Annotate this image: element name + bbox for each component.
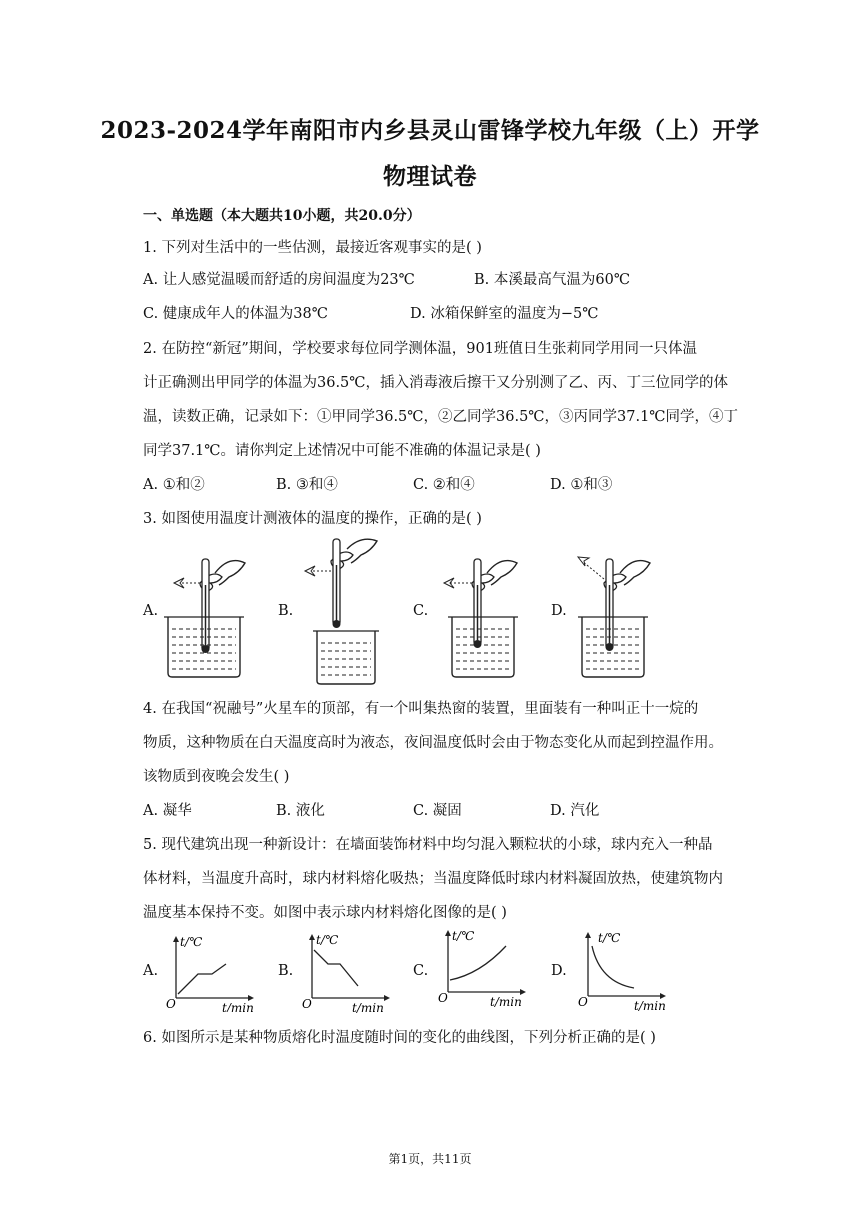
- q2-option-b: B. ③和④: [276, 477, 338, 493]
- q2-line-4: 同学37.1℃。请你判定上述情况中可能不准确的体温记录是( ): [143, 443, 541, 459]
- graph-c-origin: O: [438, 991, 448, 1005]
- exam-title-line2: 物理试卷: [383, 163, 477, 190]
- graph-a-curve: [178, 964, 226, 994]
- graph-d: [572, 926, 672, 1012]
- q3-label-b: B.: [278, 603, 294, 619]
- beaker-figure-a: [160, 545, 260, 680]
- graph-d-xlabel: t/min: [634, 999, 666, 1012]
- q5-line-3: 温度基本保持不变。如图中表示球内材料熔化图像的是( ): [143, 905, 507, 921]
- q6-stem: 6. 如图所示是某种物质熔化时温度随时间的变化的曲线图，下列分析正确的是( ): [143, 1030, 656, 1046]
- q2-line-2: 计正确测出甲同学的体温为36.5℃，插入消毒液后擦干又分别测了乙、丙、丁三位同学的体: [143, 375, 729, 391]
- q1-option-a: A. 让人感觉温暖而舒适的房间温度为23℃: [143, 272, 415, 288]
- q2-option-d: D. ①和③: [550, 477, 613, 493]
- q3-stem: 3. 如图使用温度计测液体的温度的操作，正确的是( ): [143, 511, 482, 527]
- q5-label-b: B.: [278, 963, 294, 979]
- graph-c-ylabel: t/℃: [452, 929, 475, 943]
- graph-d-origin: O: [578, 995, 588, 1009]
- graph-a-ylabel: t/℃: [180, 935, 203, 949]
- q5-line-2: 体材料，当温度升高时，球内材料熔化吸热；当温度降低时球内材料凝固放热，使建筑物内: [143, 871, 723, 887]
- q3-label-d: D.: [551, 603, 567, 619]
- q5-label-c: C.: [413, 963, 429, 979]
- q3-label-c: C.: [413, 603, 429, 619]
- q2-line-3: 温，读数正确，记录如下：①甲同学36.5℃，②乙同学36.5℃，③丙同学37.1℃同学，④丁: [143, 409, 739, 425]
- beaker-figure-d: [568, 545, 668, 680]
- beaker-figure-c: [432, 545, 532, 680]
- graph-c-xlabel: t/min: [490, 995, 522, 1009]
- q5-label-a: A.: [143, 963, 159, 979]
- q2-option-c: C. ②和④: [413, 477, 475, 493]
- q4-option-b: B. 液化: [276, 803, 325, 819]
- q2-line-1: 2. 在防控“新冠”期间，学校要求每位同学测体温，901班值日生张莉同学用同一只体温: [143, 341, 697, 357]
- q1-option-d: D. 冰箱保鲜室的温度为−5℃: [410, 306, 599, 322]
- graph-b-xlabel: t/min: [352, 1001, 384, 1014]
- q5-label-d: D.: [551, 963, 567, 979]
- q4-option-c: C. 凝固: [413, 803, 462, 819]
- graph-a: [160, 930, 260, 1012]
- q2-option-a: A. ①和②: [143, 477, 205, 493]
- q4-option-a: A. 凝华: [143, 803, 192, 819]
- q1-stem: 1. 下列对生活中的一些估测，最接近客观事实的是( ): [143, 240, 482, 256]
- graph-b-curve: [314, 950, 358, 986]
- graph-d-curve: [592, 946, 634, 988]
- graph-b-origin: O: [302, 997, 312, 1011]
- q4-line-1: 4. 在我国“祝融号”火星车的顶部，有一个叫集热窗的装置，里面装有一种叫正十一烷的: [143, 701, 699, 717]
- beaker-figure-b: [295, 535, 395, 685]
- page-footer: 第1页，共11页: [388, 1152, 472, 1166]
- q3-label-a: A.: [143, 603, 159, 619]
- exam-title-line1: 2023-2024学年南阳市内乡县灵山雷锋学校九年级（上）开学: [100, 117, 760, 144]
- q1-option-c: C. 健康成年人的体温为38℃: [143, 306, 328, 322]
- graph-a-xlabel: t/min: [222, 1001, 254, 1012]
- graph-b-ylabel: t/℃: [316, 933, 339, 947]
- q1-option-b: B. 本溪最高气温为60℃: [474, 272, 631, 288]
- q4-line-2: 物质，这种物质在白天温度高时为液态，夜间温度低时会由于物态变化从而起到控温作用。: [143, 735, 723, 751]
- q4-option-d: D. 汽化: [550, 803, 600, 819]
- graph-c: [432, 924, 532, 1010]
- graph-a-origin: O: [166, 997, 176, 1011]
- graph-d-ylabel: t/℃: [598, 931, 621, 945]
- graph-c-curve: [450, 946, 506, 980]
- section-heading: 一、单选题（本大题共10小题，共20.0分）: [143, 208, 421, 224]
- graph-b: [296, 928, 396, 1014]
- q5-line-1: 5. 现代建筑出现一种新设计：在墙面装饰材料中均匀混入颗粒状的小球，球内充入一种晶: [143, 837, 713, 853]
- q4-line-3: 该物质到夜晚会发生( ): [143, 769, 290, 785]
